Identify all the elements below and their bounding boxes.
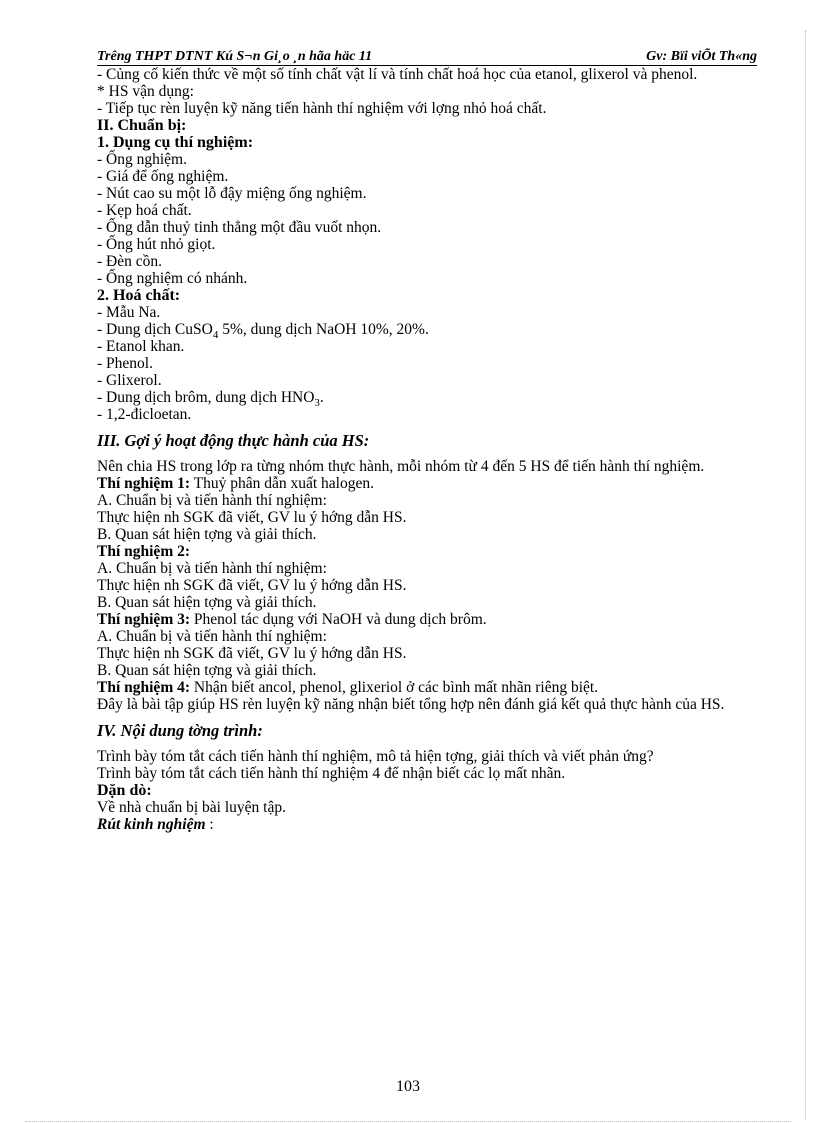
chem-text: 5%, dung dịch NaOH 10%, 20%. xyxy=(218,321,429,338)
homework-text: Về nhà chuẩn bị bài luyện tập. xyxy=(97,799,286,816)
experiment-1 xyxy=(97,475,757,492)
running-header xyxy=(97,48,757,66)
chem-subscript: 3 xyxy=(314,397,320,410)
experiment-text: Phenol tác dụng với NaOH và dung dịch brôm. xyxy=(190,611,487,628)
experiment-label: Thí nghiệm 2: xyxy=(97,543,191,560)
list-item: - Giá để ống nghiệm. xyxy=(97,168,229,185)
tools-list xyxy=(97,151,757,287)
experiment-text: Nhận biết ancol, phenol, glixeriol ở các bình mất nhãn riêng biệt. xyxy=(190,679,599,696)
prep-line: A. Chuẩn bị và tiến hành thí nghiệm: xyxy=(97,628,327,645)
chem-text: - Dung dịch brôm, dung dịch HNO xyxy=(97,389,315,406)
list-item: - Mẫu Na. xyxy=(97,304,161,321)
chem-text: . xyxy=(319,389,324,406)
list-item: - 1,2-đicloetan. xyxy=(97,406,192,423)
do-line: Thực hiện nh SGK đã viết, GV lu ý hớng dẫn HS. xyxy=(97,645,407,662)
page-number: 103 xyxy=(396,1078,420,1095)
experiment-2 xyxy=(97,543,757,560)
section-3-intro: Nên chia HS trong lớp ra từng nhóm thực hành, mỗi nhóm từ 4 đến 5 HS để tiến hành thí nghiệm. xyxy=(97,458,705,475)
list-item: - Etanol khan. xyxy=(97,338,185,355)
experiment-3 xyxy=(97,611,757,628)
page-edge-dots xyxy=(805,30,806,1120)
experiment-4-note: Đây là bài tập giúp HS rèn luyện kỹ năng nhận biết tổng hợp nên đánh giá kết quả thực hành của HS. xyxy=(97,696,725,713)
list-item: - Glixerol. xyxy=(97,372,162,389)
experience-title: Rút kinh nghiệm xyxy=(97,816,206,833)
observe-line: B. Quan sát hiện tợng và giải thích. xyxy=(97,526,317,543)
header-left: Trêng THPT DTNT Kú S¬n Gi¸o ¸n hãa häc 11 xyxy=(97,49,373,64)
section-3-title: III. Gợi ý hoạt động thực hành của HS: xyxy=(97,431,370,450)
section-4-para-1: Trình bày tóm tắt cách tiến hành thí nghiệm, mô tả hiện tợng, giải thích và viết phản ứng? xyxy=(97,748,654,765)
observe-line: B. Quan sát hiện tợng và giải thích. xyxy=(97,594,317,611)
section-4-title: IV. Nội dung tờng trình: xyxy=(97,721,263,740)
prep-line: A. Chuẩn bị và tiến hành thí nghiệm: xyxy=(97,560,327,577)
do-line: Thực hiện nh SGK đã viết, GV lu ý hớng dẫn HS. xyxy=(97,509,407,526)
intro-line-2: * HS vận dụng: xyxy=(97,83,194,100)
experience-colon: : xyxy=(205,816,214,833)
chem-text: - Dung dịch CuSO xyxy=(97,321,213,338)
homework-title: Dặn dò: xyxy=(97,782,152,799)
experiment-label: Thí nghiệm 4: xyxy=(97,679,191,696)
chemicals-heading: 2. Hoá chất: xyxy=(97,287,181,304)
list-item: - Kẹp hoá chất. xyxy=(97,202,192,219)
list-item: - Ống dẫn thuỷ tinh thẳng một đầu vuốt nhọn. xyxy=(97,219,382,236)
intro-line-3: - Tiếp tục rèn luyện kỹ năng tiến hành thí nghiệm với lợng nhỏ hoá chất. xyxy=(97,100,547,117)
list-item: - Đèn cồn. xyxy=(97,253,162,270)
list-item: - Ống nghiệm. xyxy=(97,151,187,168)
observe-line: B. Quan sát hiện tợng và giải thích. xyxy=(97,662,317,679)
intro-line-1: - Củng cố kiến thức về một số tính chất vật lí và tính chất hoá học của etanol, glixerol và phenol. xyxy=(97,66,698,83)
list-item xyxy=(97,321,757,342)
list-item: - Ống hút nhỏ giọt. xyxy=(97,236,216,253)
experiment-4 xyxy=(97,679,757,696)
experience-line xyxy=(97,816,757,833)
list-item: - Nút cao su một lỗ đậy miệng ống nghiệm. xyxy=(97,185,367,202)
chem-subscript: 4 xyxy=(212,329,219,342)
list-item: - Phenol. xyxy=(97,355,153,372)
section-4-para-2: Trình bày tóm tắt cách tiến hành thí nghiệm 4 để nhận biết các lọ mất nhãn. xyxy=(97,765,566,782)
header-right: Gv: Bïi viÕt Th«ng xyxy=(646,49,757,64)
section-2-title: II. Chuẩn bị: xyxy=(97,117,187,134)
experiment-label: Thí nghiệm 1: xyxy=(97,475,191,492)
list-item: - Ống nghiệm có nhánh. xyxy=(97,270,248,287)
list-item xyxy=(97,389,757,410)
document-page xyxy=(97,48,757,833)
tools-heading: 1. Dụng cụ thí nghiệm: xyxy=(97,134,254,151)
chemicals-list xyxy=(97,304,757,423)
do-line: Thực hiện nh SGK đã viết, GV lu ý hớng dẫn HS. xyxy=(97,577,407,594)
experiment-label: Thí nghiệm 3: xyxy=(97,611,191,628)
experiment-text: Thuỷ phân dẫn xuất halogen. xyxy=(190,475,374,492)
page-bottom-dots xyxy=(25,1121,791,1122)
prep-line: A. Chuẩn bị và tiến hành thí nghiệm: xyxy=(97,492,327,509)
